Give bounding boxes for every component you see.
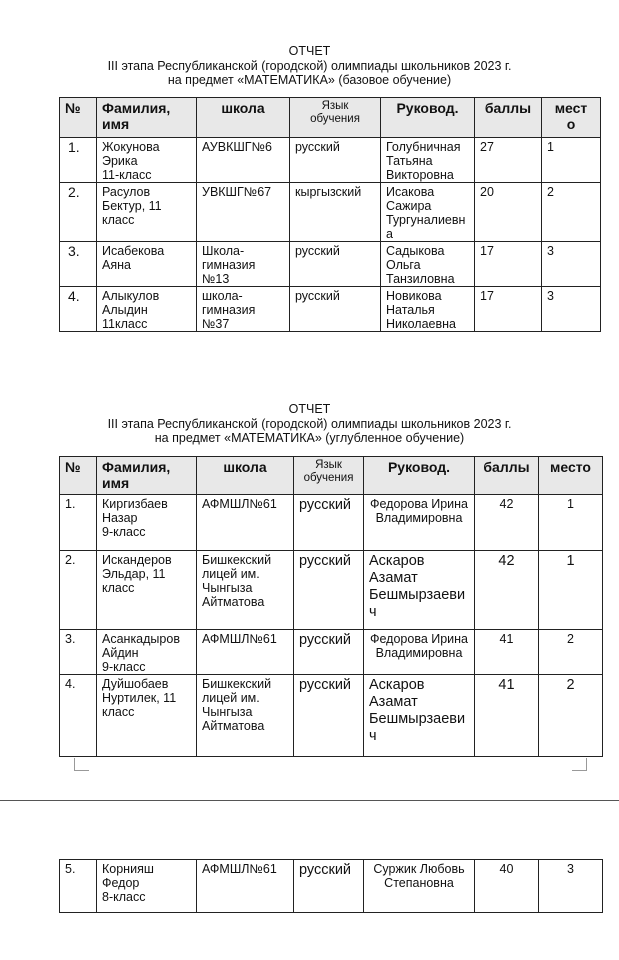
row-name: Исабекова Аяна (97, 242, 197, 287)
report1-subject: на предмет «МАТЕМАТИКА» (базовое обучение) (167, 73, 452, 87)
row-num: 4. (60, 675, 97, 757)
row-school: Бишкекский лицей им. Чынгыза Айтматова (197, 551, 294, 630)
row-school: школа- гимназия №37 (197, 287, 290, 332)
row-leader: Исакова Сажира Тургуналиевн а (381, 183, 475, 242)
col-leader-header: Руковод. (364, 457, 475, 495)
row-name: Корнияш Федор 8-класс (97, 860, 197, 913)
row-score: 27 (475, 138, 542, 183)
report2-table-continued (59, 859, 603, 913)
row-place: 3 (542, 242, 601, 287)
row-score: 17 (475, 287, 542, 332)
page-corner-mark-right (572, 758, 587, 771)
report1-heading (0, 44, 619, 88)
row-school: Школа- гимназия №13 (197, 242, 290, 287)
col-num-header: № (60, 457, 97, 495)
table-row (60, 242, 601, 287)
page-separator (0, 800, 619, 801)
row-name: Расулов Бектур, 11 класс (97, 183, 197, 242)
row-num: 3. (60, 630, 97, 675)
row-name: Искандеров Эльдар, 11 класс (97, 551, 197, 630)
row-school: АФМШЛ№61 (197, 860, 294, 913)
row-lang: русский (294, 860, 364, 913)
row-lang: русский (294, 630, 364, 675)
row-school: УВКШГ№67 (197, 183, 290, 242)
col-name-header: Фамилия, имя (97, 457, 197, 495)
report1-subtitle: III этапа Республиканской (городской) олимпиады школьников 2023 г. (107, 58, 512, 73)
row-score: 17 (475, 242, 542, 287)
row-leader: Федорова Ирина Владимировна (364, 630, 475, 675)
row-leader: Суржик Любовь Степановна (364, 860, 475, 913)
row-leader: Садыкова Ольга Танзиловна (381, 242, 475, 287)
row-place: 1 (539, 495, 603, 551)
row-school: АФМШЛ№61 (197, 630, 294, 675)
row-lang: русский (290, 287, 381, 332)
row-leader: Голубничная Татьяна Викторовна (381, 138, 475, 183)
report1-table (59, 97, 601, 332)
row-num: 1. (60, 495, 97, 551)
row-place: 2 (539, 675, 603, 757)
report2-title: ОТЧЕТ (288, 402, 331, 416)
table-row (60, 287, 601, 332)
row-num: 5. (60, 860, 97, 913)
table-row (60, 551, 603, 630)
row-school: Бишкекский лицей им. Чынгыза Айтматова (197, 675, 294, 757)
report1-header-row (60, 98, 601, 138)
report2-heading (0, 402, 619, 446)
table-row (60, 630, 603, 675)
row-name: Жокунова Эрика 11-класс (97, 138, 197, 183)
table-row (60, 495, 603, 551)
row-place: 2 (539, 630, 603, 675)
row-num: 2. (60, 183, 97, 242)
row-score: 41 (475, 675, 539, 757)
page-corner-mark-left (74, 758, 89, 771)
row-num: 3. (60, 242, 97, 287)
row-lang: русский (290, 242, 381, 287)
col-place-header: место (539, 457, 603, 495)
table-row (60, 675, 603, 757)
row-score: 40 (475, 860, 539, 913)
col-place-header: мест о (542, 98, 601, 138)
row-school: АУВКШГ№6 (197, 138, 290, 183)
report1-title: ОТЧЕТ (288, 44, 331, 58)
row-place: 1 (539, 551, 603, 630)
row-lang: русский (294, 551, 364, 630)
table-row (60, 138, 601, 183)
row-place: 2 (542, 183, 601, 242)
row-name: Киргизбаев Назар 9-класс (97, 495, 197, 551)
col-name-header: Фамилия, имя (97, 98, 197, 138)
row-leader: Аскаров Азамат Бешмырзаеви ч (364, 551, 475, 630)
row-lang: кыргызский (290, 183, 381, 242)
row-leader: Аскаров Азамат Бешмырзаеви ч (364, 675, 475, 757)
col-school-header: школа (197, 457, 294, 495)
col-num-header: № (60, 98, 97, 138)
table-row (60, 860, 603, 913)
col-school-header: школа (197, 98, 290, 138)
col-score-header: баллы (475, 98, 542, 138)
row-school: АФМШЛ№61 (197, 495, 294, 551)
row-score: 41 (475, 630, 539, 675)
report2-header-row (60, 457, 603, 495)
row-name: Асанкадыров Айдин 9-класс (97, 630, 197, 675)
row-num: 1. (60, 138, 97, 183)
row-leader: Федорова Ирина Владимировна (364, 495, 475, 551)
row-name: Алыкулов Алыдин 11класс (97, 287, 197, 332)
table-row (60, 183, 601, 242)
row-name: Дуйшобаев Нуртилек, 11 класс (97, 675, 197, 757)
row-place: 1 (542, 138, 601, 183)
row-lang: русский (294, 675, 364, 757)
col-score-header: баллы (475, 457, 539, 495)
row-leader: Новикова Наталья Николаевна (381, 287, 475, 332)
report2-subtitle: III этапа Республиканской (городской) олимпиады школьников 2023 г. (107, 416, 512, 431)
row-num: 4. (60, 287, 97, 332)
row-score: 42 (475, 495, 539, 551)
row-score: 42 (475, 551, 539, 630)
row-lang: русский (290, 138, 381, 183)
col-lang-header: Язык обучения (290, 98, 381, 138)
report2-table (59, 456, 603, 757)
row-score: 20 (475, 183, 542, 242)
row-place: 3 (542, 287, 601, 332)
row-place: 3 (539, 860, 603, 913)
row-lang: русский (294, 495, 364, 551)
col-leader-header: Руковод. (381, 98, 475, 138)
report2-subject: на предмет «МАТЕМАТИКА» (углубленное обучение) (154, 431, 465, 445)
row-num: 2. (60, 551, 97, 630)
col-lang-header: Язык обучения (294, 457, 364, 495)
